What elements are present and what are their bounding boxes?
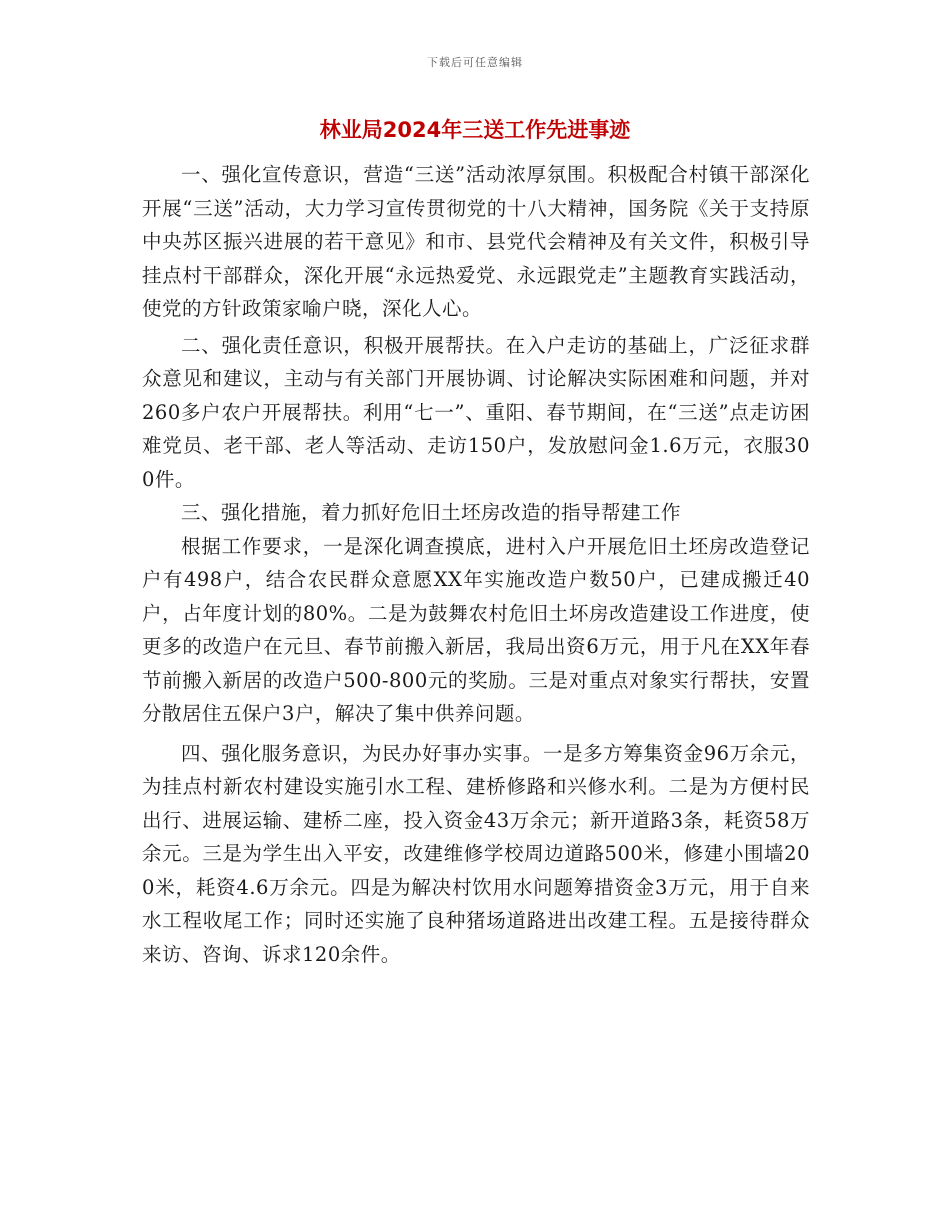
paragraph-4: 根据工作要求，一是深化调查摸底，进村入户开展危旧土坯房改造登记户有498户，结合农民群众意愿XX年实施改造户数50户，已建成搬迁40户，占年度计划的80%。二是为鼓舞农村危旧土坏房改造建设工作进度，使更多的改造户在元旦、春节前搬入新居，我局出资6万元，用于凡在XX年春节前搬入新居的改造户500-800元的奖励。三是对重点对象实行帮扶，安置分散居住五保户3户，解决了集中供养问题。: [142, 534, 810, 725]
paragraph-5: 四、强化服务意识，为民办好事办实事。一是多方筹集资金96万余元，为挂点村新农村建设实施引水工程、建桥修路和兴修水利。二是为方便村民出行、进展运输、建桥二座，投入资金43万余元；新开道路3条，耗资58万余元。三是为学生出入平安，改建维修学校周边道路500米，修建小围墙200米，耗资4.6万余元。四是为解决村饮用水问题筹措资金3万元，用于自来水工程收尾工作；同时还实施了良种猪场道路进出改建工程。五是接待群众来访、咨询、诉求120余件。: [142, 741, 810, 966]
paragraph-3: 三、强化措施，着力抓好危旧土坯房改造的指导帮建工作: [181, 501, 682, 524]
paragraph-2: 二、强化责任意识，积极开展帮扶。在入户走访的基础上，广泛征求群众意见和建议，主动与有关部门开展协调、讨论解决实际困难和问题，并对260多户农户开展帮扶。利用“七一”、重阳、春节期间，在“三送”点走访困难党员、老干部、老人等活动、走访150户，发放慰问金1.6万元，衣服300件。: [142, 333, 810, 491]
document-body: [142, 158, 810, 971]
paragraph-1: 一、强化宣传意识，营造“三送”活动浓厚氛围。积极配合村镇干部深化开展“三送”活动，大力学习宣传贯彻党的十八大精神，国务院《关于支持原中央苏区振兴进展的若干意见》和市、县党代会精神及有关文件，积极引导挂点村干部群众，深化开展“永远热爱党、永远跟党走”主题教育实践活动，使党的方针政策家喻户晓，深化人心。: [142, 163, 810, 320]
page-header-note: 下载后可任意编辑: [427, 56, 523, 69]
document-title: 林业局2024年三送工作先进事迹: [319, 118, 631, 142]
